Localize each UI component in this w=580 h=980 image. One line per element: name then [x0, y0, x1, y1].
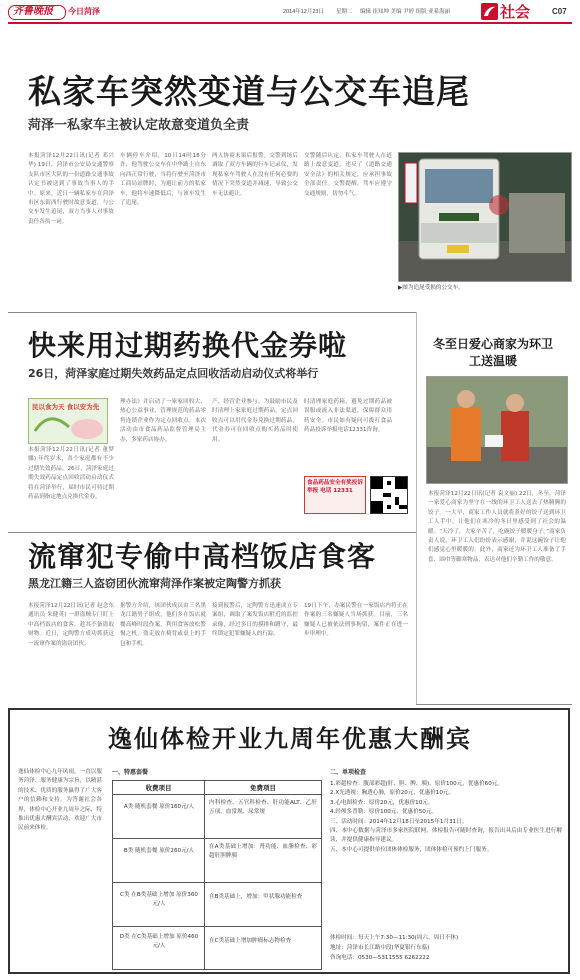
ad-intro: 逸仙体检中心九年风雨，一直以服务菏泽、服务健康为宗旨，以精湛的技术、优质的服务赢得了广大客户的信赖和支持。为答谢社会各界，体检中心开业九周年之际，特推出优惠大酬宾活动，欢迎广大市民前来体检。 [18, 769, 102, 832]
table-row [113, 795, 321, 839]
table-header-left: 收费项目 [113, 781, 205, 795]
story2-rule [8, 532, 416, 533]
table-cell-items: 内科检查、五官科检查、肝功能ALT、乙肝五项、血常规、尿常规 [209, 800, 317, 816]
story3-col2: 据警方介绍，该团伙成员由三名黑龙江籍男子组成，他们多在饭店就餐高峰时段作案，利用食客放松警惕之机，盗走放在椅背或桌上的手包和手机。 [120, 603, 206, 647]
story3-subhead: 黑龙江籍三人盗窃团伙流窜菏泽作案被定陶警方抓获 [28, 577, 281, 590]
bus-collision-photo [398, 152, 572, 282]
story1-col2: 车辆停车介绍，10日14时18分许，他驾驶公交车在中华路上自东向西正常行驶，当将行驶至菏泽市工商局站牌时，为避让前方的私家车，他将车速降低后，与该车发生了追尾。 [120, 153, 206, 207]
list-item: 2.X光透视：胸透心肺，原价20元，优惠价10元。 [330, 790, 455, 797]
sidebar-bottom-rule [416, 704, 572, 705]
food-safety-logo-text: 民以食为天 食以安为先 [32, 403, 100, 411]
story1-headline: 私家车突然变道与公交车追尾 [28, 72, 470, 111]
single-items-list [330, 780, 562, 930]
issue-date: 2014年12月23日 [283, 9, 324, 15]
table-row [113, 927, 321, 969]
section-title: 社会 [500, 3, 531, 21]
story1-subhead: 菏泽一私家车主被认定故意变道负全责 [28, 118, 250, 133]
header-rule [8, 22, 572, 24]
list-item: 五、本中心可提供单位团体体检服务，团体体检可预约上门服务。 [330, 846, 493, 853]
edition-label: 今日菏泽 [68, 7, 100, 16]
package-table [112, 780, 322, 970]
table-cell-items: 在C类基础上增加肿瘤标志物检查 [209, 938, 292, 944]
list-item: 三、活动时间：2014年12月18日至2015年1月31日。 [330, 818, 468, 825]
story1-col1: 本报菏泽12月22日讯(记者 邓兴华) 19日，菏泽市公安局交通警察支队市区大队的一份道路交通事故认定书被送到了事故当事人的手中。原来，近日一辆私家车在菏泽市区东街西行驶时故意变道，与公交车发生追尾，双方当事人对事故责任各执一词。 [28, 153, 114, 225]
table-cell-package: D类 在C类基础上增加 原价460元/人 [119, 934, 199, 950]
table-header-right: 免费项目 [205, 781, 321, 795]
masthead: 齐鲁晚报 [13, 6, 53, 17]
story3-col1: 本报菏泽12月22日讯(记者 赵念东 通讯员 朱健英) 一群盗贼专门盯上中高档饭店的食客，趁其不备盗取财物。近日，定陶警方成功抓获这一流窜作案的盗窃团伙。 [28, 603, 114, 647]
story3-headline: 流窜犯专偷中高档饭店食客 [28, 540, 377, 573]
table-cell-package: C类 在B类基础上增加 原价360元/人 [120, 892, 198, 908]
hotline-text: 食品药品安全有奖投诉举报 电话 12331 [307, 480, 363, 494]
qr-code [370, 476, 408, 514]
story3-col3: 接到报警后，定陶警方迅速成立专案组，调取了案发饭店附近的监控录像，经过多日的摸排和蹲守，最终锁定犯罪嫌疑人的行踪。 [212, 603, 298, 638]
story2-col3: 产、经营企业参与。为鼓励市民及时清理上家家庭过期药品，定点回收点可以用代金券兑换过期药品，代金券可在回收点购买药品时使用。 [212, 399, 298, 443]
table-column-divider [204, 795, 205, 969]
bus-photo-caption: ▶图为追尾受损的公交车。 [398, 285, 464, 291]
hotline-box [304, 476, 366, 514]
story2-col1: 本报菏泽12月22日讯(记者 董梦娜) 年终岁末，各个家庭都有不少过期失效药品。26日，菏泽家庭过期失效药品定点回收活动启动仪式将在菏泽举行，届时市民可持过期药品到指定地点兑换代金券。 [28, 447, 114, 501]
editor-credits: 编辑 崔知坤 美编 尹婷 组版 亚希海丽 [360, 9, 451, 15]
ad-hours: 体检时间：每天上午7:30—11:30(周六、周日不休) [330, 935, 459, 941]
list-item: 3.心电图检查：原价20元，优惠价10元。 [330, 799, 434, 806]
table-cell-items: 在A类基础上增加：肾功能、血脂检查、彩超肝胆脾胰 [209, 844, 317, 860]
story1-col3: 两人协商未果后报警。交警到场后调取了双方车辆的行车记录仪，发现私家车驾驶人在没有任何必要的情况下突然变道并减速，导致公交车无法避让。 [212, 153, 298, 197]
story1-rule [8, 312, 416, 313]
story2-headline: 快来用过期药换代金券啦 [28, 329, 348, 362]
single-items-title: 二、单项检查 [330, 769, 367, 776]
list-item: 四、本中心数据与菏泽市多家医院联网，体检报告可随时查询，报告出具后由专业医生进行解读，并提供健康指导建议。 [330, 828, 562, 844]
page-number: C07 [552, 7, 567, 16]
package-table-title: 一、特惠套餐 [112, 769, 149, 776]
table-row [113, 839, 321, 883]
sidebar-divider [416, 312, 417, 704]
list-item: 4.经颅多普勒：原价100元，优惠价50元。 [330, 809, 438, 816]
story2-subhead: 26日，菏泽家庭过期失效药品定点回收活动启动仪式将举行 [28, 367, 319, 380]
ad-headline: 逸仙体检开业九周年优惠大酬宾 [108, 724, 472, 753]
table-row [113, 883, 321, 927]
story1-col4: 交警随后认定，私家车驾驶人在道路上故意变道，违反了《道路交通安全法》的相关规定，应承担事故全部责任。交警提醒，驾车应遵守交通规则，切勿斗气。 [304, 153, 392, 197]
sidebar-headline: 冬至日爱心商家为环卫工送温暖 [432, 337, 553, 368]
issue-weekday: 星期二 [336, 9, 353, 15]
ad-address: 地址：菏泽市长江路中段(华夏银行东临) [330, 945, 430, 951]
list-item: 1.彩超检查：腹部彩超(肝、胆、脾、胰)，原价100元，优惠价60元。 [330, 781, 503, 787]
table-cell-package: A类 随机套餐 原价160元/人 [123, 804, 195, 810]
sidebar-body: 本报菏泽12月22日讯(记者 袁文丽) 22日，冬至，菏泽一家爱心商家为坚守在一线的环卫工人送去了热腾腾的饺子。一大早，商家工作人员就将煮好的饺子送到环卫工人手中，让他们在寒冷的冬日里感受到了社会的温暖。“天冷了，大家辛苦了，吃碗饺子暖暖身子。”商家负责人说。环卫工人们纷纷表示感谢，并说这碗饺子让他们感觉心里暖暖的。此外，商家还为环卫工人准备了手套、围巾等御寒物品，表达对他们辛勤工作的敬意。 [428, 491, 566, 563]
section-icon [481, 3, 498, 20]
food-safety-logo [28, 398, 108, 444]
ad-phone: 咨询电话：0530—5311555 6262222 [330, 955, 430, 961]
sanitation-workers-photo [426, 376, 568, 484]
table-cell-package: B类 随机套餐 原价260元/人 [123, 848, 195, 854]
story3-col4: 19日下午，办案民警在一家饭店内将正在作案的三名嫌疑人当场抓获。目前，三名嫌疑人已被依法刑事拘留，案件正在进一步审理中。 [304, 603, 408, 638]
story2-col2: 理办法》并启动了一家家回收大、热心公益事业、管理规范的药品零售连锁企业作为定点回收点。本次活动由市食品药品监督管理局主办，多家药店协办。 [120, 399, 206, 443]
story2-col4: 时清理家庭药箱，避免过期药品被误服或流入非法渠道，保障群众用药安全。市民如有疑问可拨打食品药品投诉举报电话12331咨询。 [304, 399, 392, 434]
table-cell-items: 在B类基础上，增加：甲状腺功能检查 [209, 894, 303, 900]
